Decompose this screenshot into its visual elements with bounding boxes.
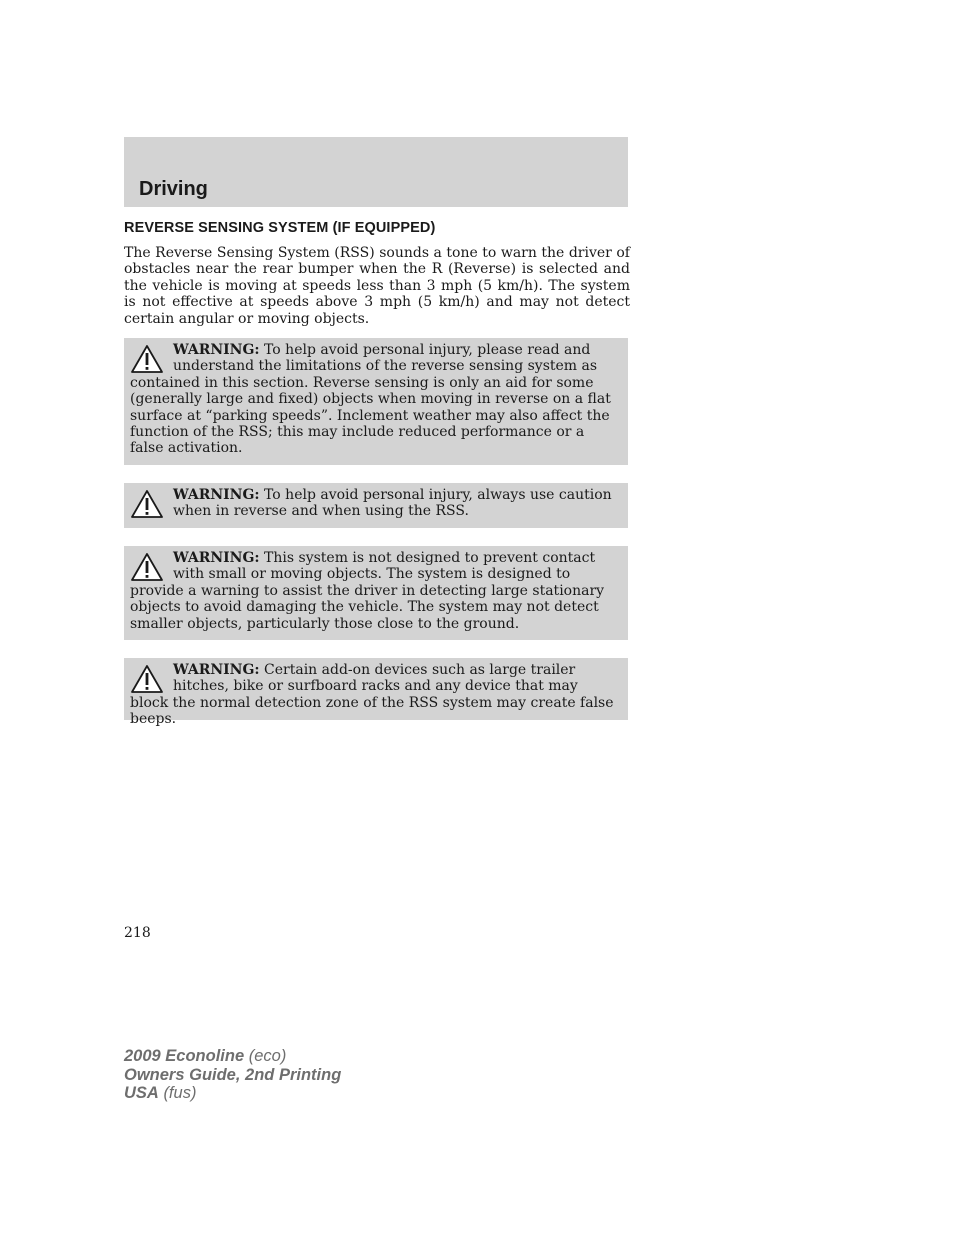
- footer-region-code: (fus): [163, 1084, 197, 1102]
- footer-model: 2009 Econoline: [124, 1047, 245, 1065]
- chapter-title: Driving: [139, 178, 208, 200]
- warning-label: WARNING:: [173, 550, 260, 566]
- warning-triangle-icon: [130, 344, 164, 374]
- footer-region: USA: [124, 1084, 159, 1102]
- footer-publication-info: [124, 1047, 341, 1103]
- page-number: 218: [124, 925, 151, 941]
- footer-line-2: Owners Guide, 2nd Printing: [124, 1065, 342, 1084]
- section-heading: REVERSE SENSING SYSTEM (IF EQUIPPED): [124, 220, 436, 236]
- warning-text: Certain add-on devices such as large trailer hitches, bike or surfboard racks and any device that may block the normal detection zone of the RSS system may create false beeps.: [130, 662, 614, 728]
- warning-label: WARNING:: [173, 662, 260, 678]
- warning-box-3: [124, 546, 628, 640]
- footer-model-code: (eco): [248, 1047, 287, 1065]
- chapter-header-band: [124, 137, 628, 207]
- warning-text: To help avoid personal injury, please read and understand the limitations of the reverse sensing system as contained in this section. Reverse sensing is only an aid for some (generally large and fixed) objects when moving in reverse on a flat surface at “parking speeds”. Inclement weather may also affect the function of the RSS; this may include reduced performance or a false activation.: [130, 342, 611, 457]
- warning-box-1: [124, 338, 628, 465]
- warning-triangle-icon: [130, 489, 164, 519]
- warning-text: To help avoid personal injury, always use caution when in reverse and when using the RSS.: [173, 487, 612, 520]
- warning-label: WARNING:: [173, 487, 260, 503]
- intro-paragraph: The Reverse Sensing System (RSS) sounds a tone to warn the driver of obstacles near the rear bumper when the R (Reverse) is selected and the vehicle is moving at speeds less than 3 mph (5 km/h). The system is not effective at speeds above 3 mph (5 km/h) and may not detect certain angular or moving objects.: [124, 245, 630, 327]
- warning-box-4: [124, 658, 628, 728]
- warning-label: WARNING:: [173, 342, 260, 358]
- warning-box-2: [124, 483, 628, 528]
- warning-text: This system is not designed to prevent contact with small or moving objects. The system is designed to provide a warning to assist the driver in detecting large stationary objects to avoid damaging the vehicle. The system may not detect smaller objects, particularly those close to the ground.: [130, 550, 605, 632]
- footer-line-1: [124, 1047, 341, 1066]
- warning-triangle-icon: [130, 552, 164, 582]
- footer-line-3: [124, 1084, 341, 1103]
- warning-triangle-icon: [130, 664, 164, 694]
